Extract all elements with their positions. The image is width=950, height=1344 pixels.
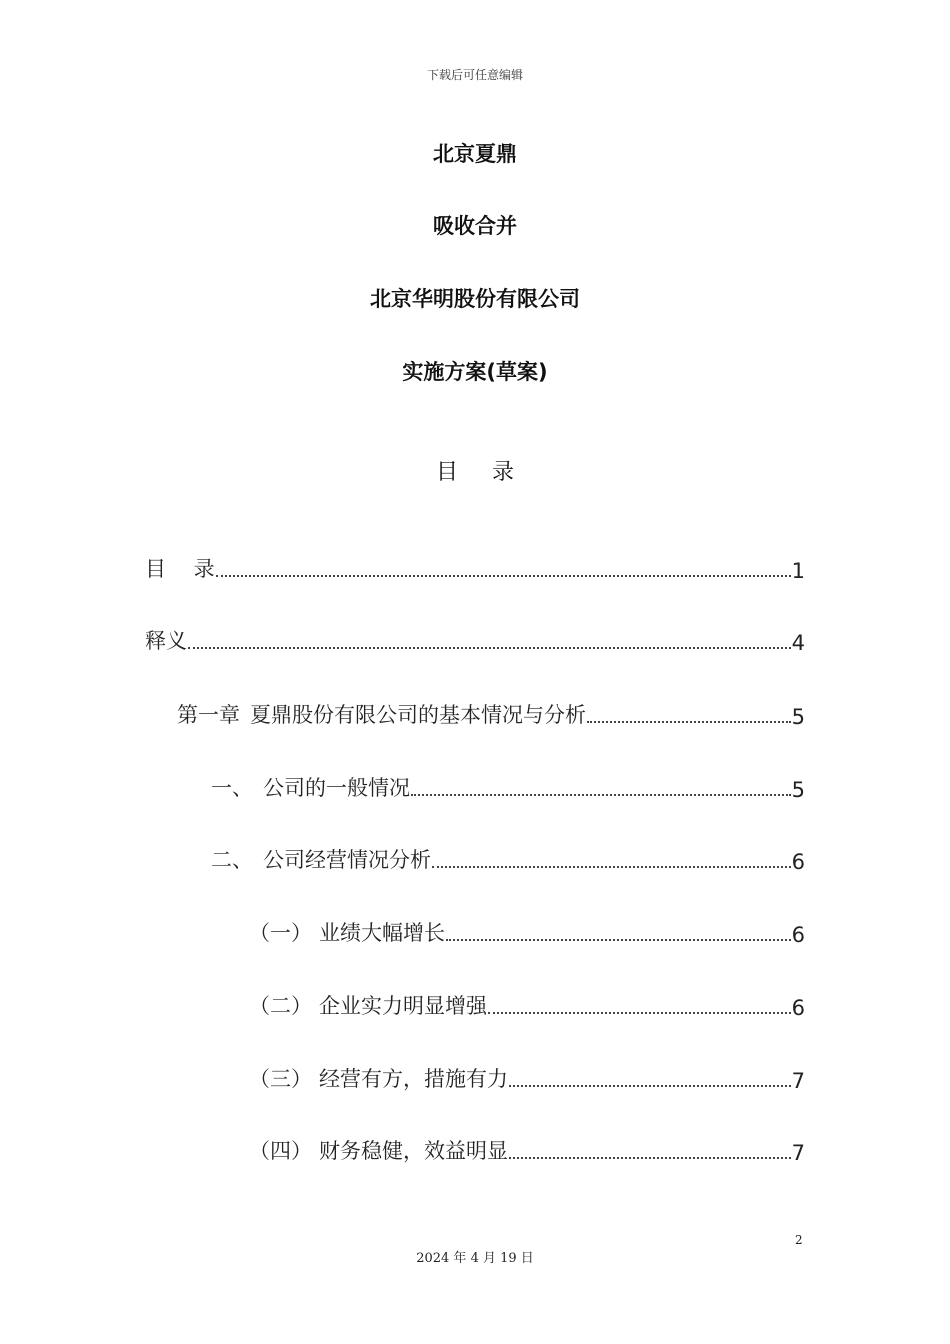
toc-leader: [509, 1157, 791, 1159]
toc-entry-number: （四）: [249, 1139, 312, 1163]
toc-heading: [0, 455, 950, 486]
toc-entry-page: 6: [791, 923, 805, 947]
toc-entry-label: 释义: [145, 629, 187, 653]
toc-leader: [488, 1012, 791, 1014]
toc-heading-char-1: 目: [435, 460, 458, 485]
toc-entry-number: 二、: [211, 848, 253, 872]
toc-leader: [188, 647, 791, 649]
toc-entry-page: 5: [791, 705, 805, 729]
toc-entry-label: 经营有方，措施有力: [319, 1067, 508, 1091]
toc-entry-label: 目 录: [145, 557, 215, 581]
toc-entry-label: 公司的一般情况: [263, 776, 410, 800]
toc-entry-label: 财务稳健，效益明显: [319, 1139, 508, 1163]
toc-entry-page: 6: [791, 850, 805, 874]
toc-entry-number: 第一章: [177, 703, 240, 727]
toc-entry-chapter-1[interactable]: [177, 699, 805, 729]
toc-entry-subsection-2[interactable]: [249, 990, 805, 1020]
toc-leader: [411, 794, 791, 796]
toc-entry-number: （二）: [249, 994, 312, 1018]
toc-entry-label: 业绩大幅增长: [319, 921, 445, 945]
toc-entry-page: 7: [791, 1069, 805, 1093]
toc-heading-char-2: 录: [492, 460, 515, 485]
title-line-3: 北京华明股份有限公司: [370, 287, 580, 311]
toc-entry-contents[interactable]: [145, 553, 805, 583]
title-line-2: 吸收合并: [433, 214, 517, 238]
header-note: 下载后可任意编辑: [426, 68, 523, 82]
toc-entry-page: 7: [791, 1141, 805, 1165]
toc-entry-number: （三）: [249, 1067, 312, 1091]
page-number: 2: [795, 1233, 803, 1247]
toc-entry-page: 4: [791, 631, 805, 655]
toc-entry-number: （一）: [249, 921, 312, 945]
toc-leader: [216, 575, 791, 577]
toc-entry-page: 5: [791, 778, 805, 802]
toc-leader: [446, 939, 791, 941]
footer-date: 2024 年 4 月 19 日: [416, 1251, 534, 1266]
toc-entry-page: 6: [791, 996, 805, 1020]
toc-leader: [432, 866, 791, 868]
toc-entry-definitions[interactable]: [145, 625, 805, 655]
title-line-1: 北京夏鼎: [433, 142, 517, 166]
toc-entry-label: 公司经营情况分析: [263, 848, 431, 872]
toc-entry-subsection-4[interactable]: [249, 1135, 805, 1165]
toc-entry-label: 夏鼎股份有限公司的基本情况与分析: [250, 703, 586, 727]
toc-leader: [587, 721, 791, 723]
toc-leader: [509, 1085, 791, 1087]
toc-entry-page: 1: [791, 559, 805, 583]
toc-entry-subsection-1[interactable]: [249, 917, 805, 947]
toc-entry-section-2[interactable]: [211, 844, 805, 874]
toc-entry-label: 企业实力明显增强: [319, 994, 487, 1018]
toc-entry-subsection-3[interactable]: [249, 1063, 805, 1093]
toc-entry-number: 一、: [211, 776, 253, 800]
toc-entry-section-1[interactable]: [211, 772, 805, 802]
title-line-4: 实施方案(草案): [402, 360, 548, 384]
